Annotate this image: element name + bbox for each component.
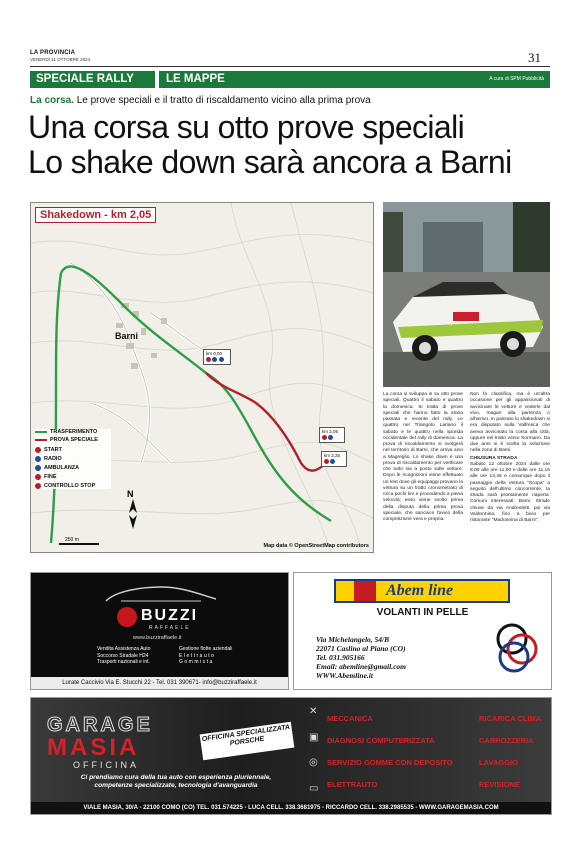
marker-start: km 0,00 — [203, 349, 231, 365]
scale-label: 250 m — [65, 537, 79, 543]
kicker-label: La corsa. — [30, 95, 74, 106]
section-band — [30, 71, 550, 88]
north-arrow-icon — [127, 489, 137, 529]
rally-car-photo — [383, 202, 550, 387]
buzzi-site: www.buzziraffaele.it — [133, 635, 182, 641]
buzzi-services-b: Gestione flotte aziendali Elettrauto Gommista — [179, 646, 233, 665]
abem-flag-icon — [354, 581, 376, 601]
legend-ambulance: AMBULANZA — [35, 465, 111, 471]
car-silhouette-icon — [101, 581, 221, 607]
garage-brand-3: OFFICINA — [73, 760, 139, 770]
kicker — [30, 95, 371, 106]
diagnostic-icon: ▣ — [309, 731, 319, 743]
map-legend: TRASFERIMENTO PROVA SPECIALE START RADIO AMBULANZA FINE CONTROLLO STOP — [35, 429, 111, 489]
buzzi-address: Lurate Caccivio Via E. Stucchi 22 - Tel. 031 390671- info@buzziraffaele.it — [31, 677, 288, 689]
masthead-rule — [30, 66, 550, 67]
services-left: MECCANICA DIAGNOSI COMPUTERIZZATA SERVIZIO GOMME CON DEPOSITO ELETTRAUTO — [327, 714, 453, 789]
battery-icon: ▭ — [309, 782, 319, 794]
legend-finish: FINE — [35, 474, 111, 480]
tire-icon: ◎ — [309, 757, 318, 769]
garage-brand-2: MASIA — [47, 734, 140, 761]
services-right: RICARICA CLIMA CARROZZERIA LAVAGGIO REVISIONE — [479, 714, 542, 789]
porsche-badge: OFFICINA SPECIALIZZATA PORSCHE — [200, 722, 295, 761]
ad-garage-masia[interactable] — [30, 697, 552, 815]
ad-buzzi[interactable] — [30, 572, 289, 690]
wrench-icon: ✕ — [309, 706, 318, 717]
buzzi-brand: BUZZI — [141, 607, 199, 624]
headline-line-2: Lo shake down sarà ancora a Barni — [28, 144, 512, 180]
town-label: Barni — [115, 331, 139, 341]
start-icon — [35, 447, 41, 453]
section-label: SPECIALE RALLY — [30, 71, 155, 88]
special-stage-route — [206, 373, 331, 471]
headline-line-1: Una corsa su otto prove speciali — [28, 109, 465, 145]
transfer-route-west — [51, 273, 61, 543]
service-icons-left — [309, 706, 323, 794]
section-divider — [155, 71, 159, 88]
section-credit: A cura di SPM Pubblicità — [489, 76, 544, 82]
map-graphic — [31, 203, 373, 552]
buzzi-brand-sub: RAFFAELE — [149, 625, 191, 631]
finish-icon — [35, 474, 41, 480]
publication-name: LA PROVINCIA — [30, 50, 76, 56]
scale-bar — [59, 537, 99, 545]
garage-slogan: Ci prendiamo cura della tua auto con esperienza pluriennale, competenze specializzate, tecnologia d'avanguardia — [80, 774, 272, 789]
radio-icon — [35, 456, 41, 462]
steering-wheel-icon — [490, 617, 546, 679]
legend-start: START — [35, 447, 111, 453]
legend-radio: RADIO — [35, 456, 111, 462]
marker-stop: km 2,25 — [321, 451, 347, 467]
section-sublabel: LE MAPPE — [166, 73, 225, 85]
ad-abem-line[interactable] — [293, 572, 552, 690]
issue-date: VENERDÌ 11 OTTOBRE 2024 — [30, 57, 91, 62]
ambulance-icon — [35, 465, 41, 471]
buzzi-logo-icon — [117, 607, 137, 627]
stage-map — [30, 202, 374, 553]
garage-footer: VIALE MASIA, 30/A - 22100 COMO (CO) TEL. 031.574225 - LUCA CELL. 338.3681975 - RICCARDO CELL. 338.2985535 - WWW.GARAGEMASIA.COM — [31, 802, 551, 814]
article-column-2: Non fa classifica, ma è un'altra occasione per gli appassionati di avvicinare le vetture e vederle dal vivo, magari alla partenza o all'arrivo. In passato lo shakedown si era disputato sulla Valfresca che aveva avvicinato la corsa alla città, oppure nel tratto verso Sormano. Da due anni si è scelta la soluzione nella zona di Barni. CHIUSURA STRADA Sabato 12 ottobre 2024 dalle ore 8,00 alle ore 11,00 e dalle ore 11,15 alle ore 13,45 e comunque dopo il passaggio della Vettura "Scopa" a seguito dell'ultimo concorrente, la strada sarà prontamente riaperta. Comuni interessati: Barni. Strade chiuse da via Andreoletti, poi via Valdonnina, fino a bivio per ristorante "Madonnina di Barni". — [470, 392, 550, 523]
map-attribution: Map data © OpenStreetMap contributors — [263, 543, 369, 549]
abem-tagline: VOLANTI IN PELLE — [376, 607, 469, 618]
article-column-1: La corsa si sviluppa in su otto prove speciali. Quattro il sabato e quattro la domenica. Si tratta di prove speciali che hanno fatto la storia passata e recente del rally. Le quattro nel Triangolo Lariano il sabato e le quattro nella sponda occidentale del rally di domenica. La prova di riscaldamento si svolgerà nel territorio di Barni, che arriva sino a Magreglio. Lo shake down è una prova di riscaldamento per verificare che tutto sia a posto sulle vetture. Dopo le ricognizioni viene effettuato un test dove gli equipaggi provano la vettura su un tratto cronometrato di circa pochi km e procedendo a piena velocità; esso viene svolto prima della disputa della prima prova speciale, che sancisce l'avvio della competizione vera e propria. — [383, 392, 463, 522]
legend-stop: CONTROLLO STOP — [35, 483, 111, 489]
abem-contacts: Via Michelangelo, 54/B 22071 Caslino al Piano (CO) Tel. 031.905166 Email: abemline@gmail.com WWW.Abemline.it — [316, 635, 406, 680]
abem-logo: Abem line — [334, 579, 510, 603]
buzzi-services-a: Vendita Assistenza Auto Soccorso Stradale H24 Trasporti nazionali e int. — [97, 646, 151, 665]
page-number: 31 — [528, 50, 541, 65]
headline — [28, 110, 512, 180]
stop-icon — [35, 483, 41, 489]
kicker-text: Le prove speciali e il tratto di riscaldamento vicino alla prima prova — [76, 95, 371, 106]
north-label: N — [127, 489, 134, 499]
map-title: Shakedown - km 2,05 — [35, 207, 156, 223]
marker-finish: km 2,05 — [319, 427, 345, 443]
road-closure-title: CHIUSURA STRADA — [470, 455, 518, 461]
garage-brand-1: GARAGE — [47, 714, 153, 736]
